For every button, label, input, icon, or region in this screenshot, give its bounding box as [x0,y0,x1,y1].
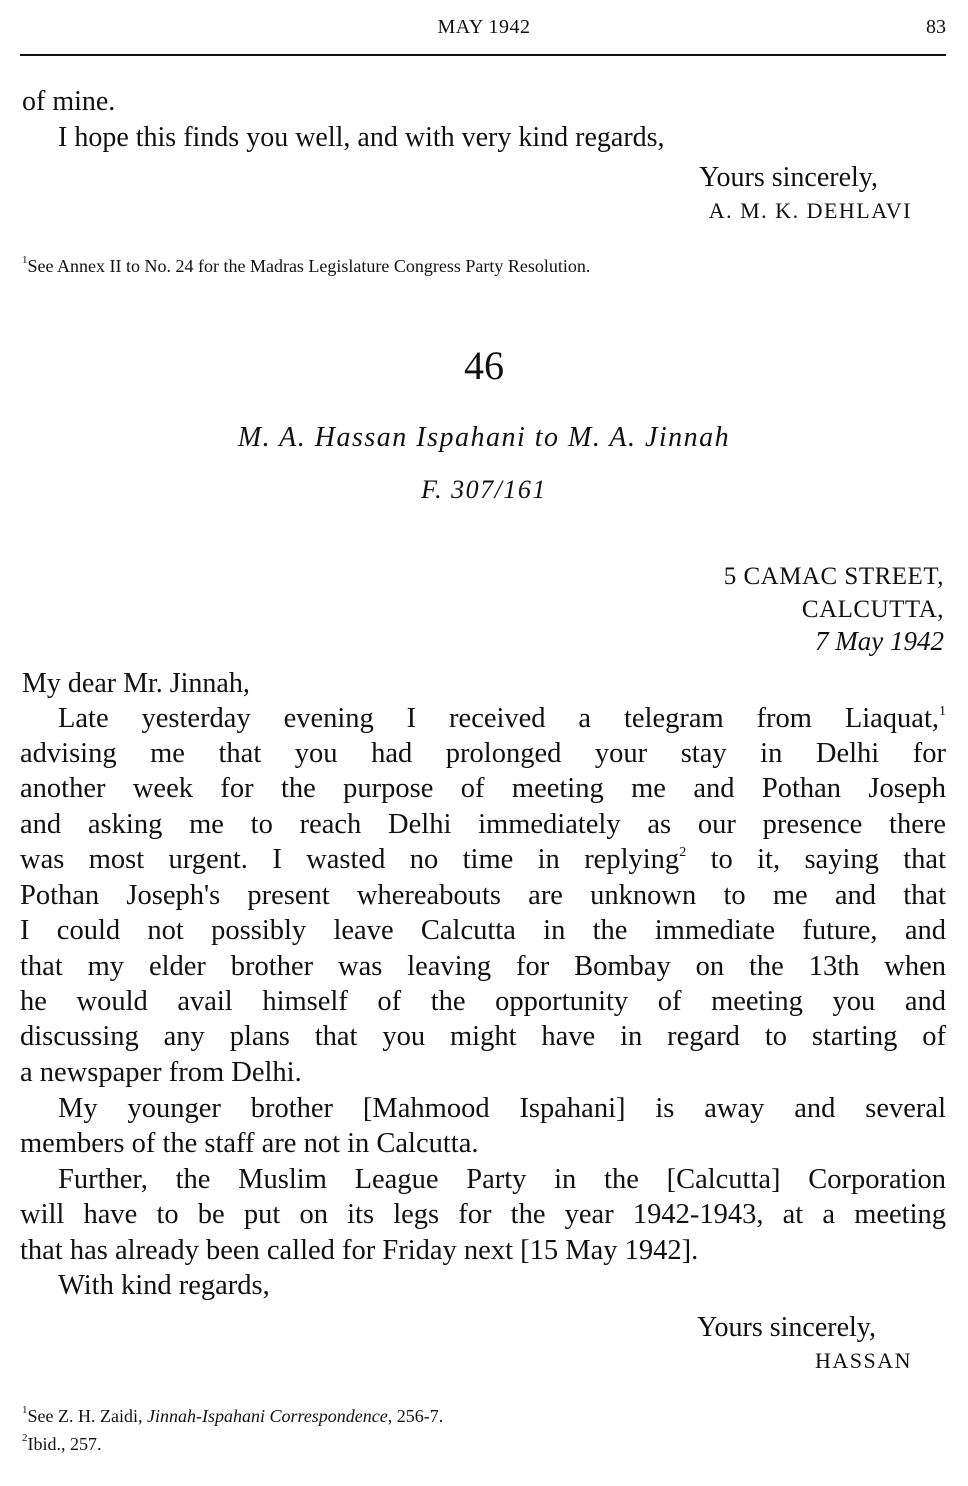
body-line: Late yesterday evening I received a telegram from Liaquat,$^1$ [58,703,946,734]
document-number: 46 [464,343,504,388]
footnote-marker: 2 [679,844,687,860]
footnote-book-title: Jinnah-Ispahani Correspondence [146,1406,388,1426]
body-line: he would avail himself of the opportunity of meeting you and [20,986,946,1017]
body-line: will have to be put on its legs for the year 1942-1943, at a meeting [20,1199,946,1230]
body-line: that has already been called for Friday next [15 May 1942]. [20,1235,699,1266]
body-line: advising me that you had prolonged your stay in Delhi for [20,738,946,769]
letter-date: 7 May 1942 [815,626,944,656]
page-number: 83 [926,16,946,38]
body-line: I could not possibly leave Calcutta in the immediate future, and [20,915,946,946]
body-line: another week for the purpose of meeting me and Pothan Joseph [20,773,946,804]
body-line: discussing any plans that you might have in regard to starting of [20,1021,946,1052]
body-line: members of the staff are not in Calcutta. [20,1128,479,1159]
footnote-marker: 2 [22,1432,28,1444]
body-line: With kind regards, [58,1270,270,1301]
salutation: My dear Mr. Jinnah, [22,668,250,699]
closing: Yours sincerely, [697,1312,876,1343]
address-street: 5 CAMAC STREET, [723,563,944,590]
previous-letter-text: I hope this finds you well, and with very kind regards, [58,122,665,153]
footnote-marker: 1 [22,1404,28,1416]
previous-letter-text: of mine. [22,86,116,117]
body-line: Pothan Joseph's present whereabouts are unknown to me and that [20,880,946,911]
body-line: that my elder brother was leaving for Bombay on the 13th when [20,951,946,982]
previous-letter-closing: Yours sincerely, [699,162,878,193]
body-line: My younger brother [Mahmood Ispahani] is away and several [58,1093,946,1124]
document-title: M. A. Hassan Ispahani to M. A. Jinnah [237,422,731,453]
footnote-2: $^2$Ibid., 257. [22,1432,102,1454]
footnote-1: $^1$See Z. H. Zaidi, Jinnah-Ispahani Correspondence, 256-7. [22,1404,444,1426]
body-line: and asking me to reach Delhi immediately as our presence there [20,809,946,840]
footnote-marker: 1 [22,254,28,266]
body-line: a newspaper from Delhi. [20,1057,302,1088]
footnote-marker: 1 [939,703,946,719]
previous-letter-signature: A. M. K. DEHLAVI [708,198,912,223]
footnote-text: See Annex II to No. 24 for the Madras Legislature Congress Party Resolution. [27,256,591,276]
running-head: MAY 1942 [437,16,531,38]
document-reference: F. 307/161 [421,475,547,504]
previous-letter-footnote [22,256,590,277]
body-line: Further, the Muslim League Party in the [Calcutta] Corporation [58,1164,946,1195]
body-line: was most urgent. I wasted no time in replying$^2$ to it, saying that [20,844,946,875]
address-city: CALCUTTA, [801,596,944,623]
header-rule [20,54,946,56]
signature: HASSAN [814,1348,912,1373]
